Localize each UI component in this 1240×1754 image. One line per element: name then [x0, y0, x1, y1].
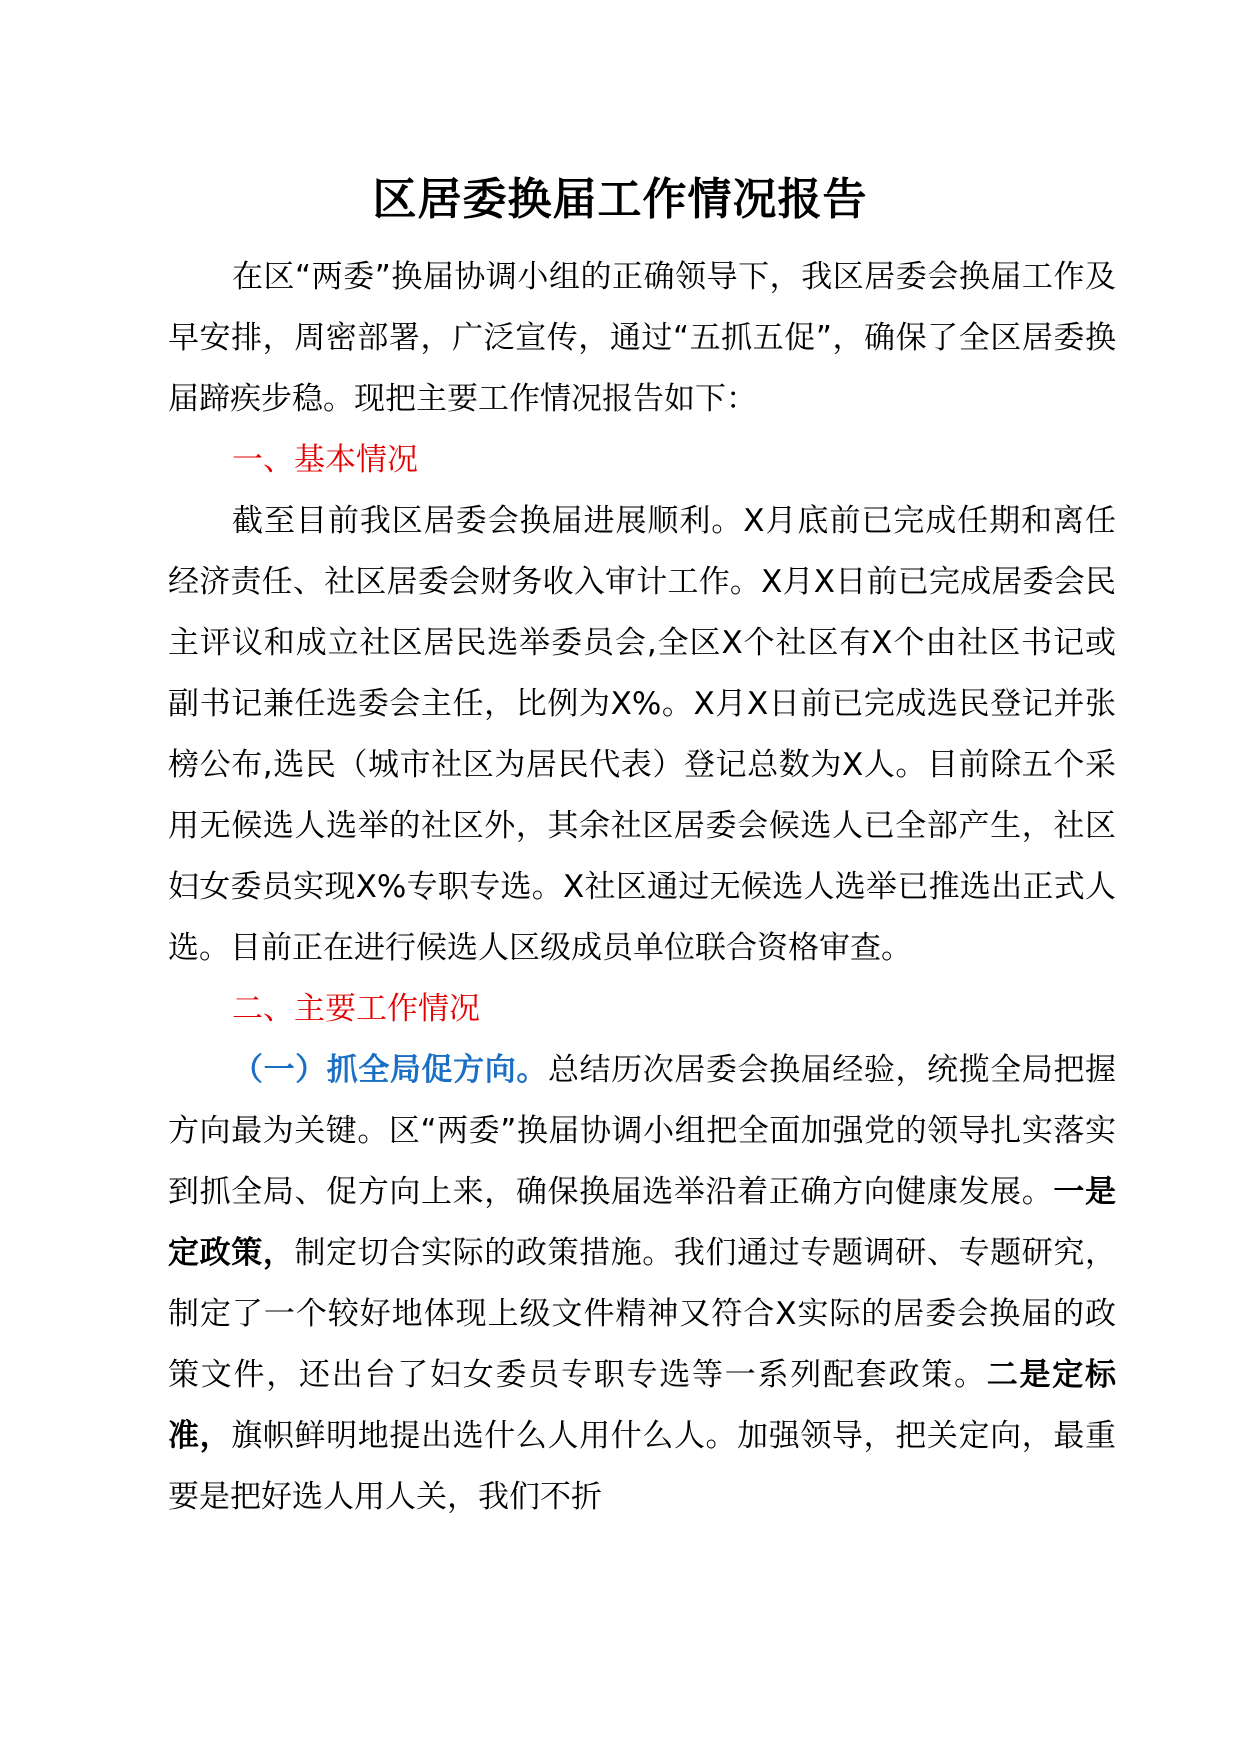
intro-paragraph: 在区“两委”换届协调小组的正确领导下，我区居委会换届工作及早安排，周密部署，广泛宣传，通过“五抓五促”，确保了全区居委换届蹄疾步稳。现把主要工作情况报告如下：	[168, 259, 1116, 417]
overall-direction-text: 总结历次居委会换届经验，统揽全局把握方向最为关键。区“两委”换届协调小组把全面加强党的领导扎实落实到抓全局、促方向上来，确保换届选举沿着正确方向健康发展。	[168, 1052, 1117, 1210]
point-one-label: 一是定政策，	[168, 1174, 1117, 1271]
subheading-overall-direction: （一）抓全局促方向。	[232, 1052, 548, 1088]
basic-situation-paragraph: 截至目前我区居委会换届进展顺利。X月底前已完成任期和离任经济责任、社区居委会财务收入审计工作。X月X日前已完成居委会民主评议和成立社区居民选举委员会,全区X个社区有X个由社区书记或副书记兼任选委会主任，比例为X%。X月X日前已完成选民登记并张榜公布,选民（城市社区为居民代表）登记总数为X人。目前除五个采用无候选人选举的社区外，其余社区居委会候选人已全部产生，社区妇女委员实现X%专职专选。X社区通过无候选人选举已推选出正式人选。目前正在进行候选人区级成员单位联合资格审查。	[168, 503, 1116, 966]
main-work-paragraph	[168, 1040, 1116, 1528]
document-title: 区居委换届工作情况报告	[372, 174, 868, 225]
document-body	[168, 247, 1116, 1528]
point-one-text: 制定切合实际的政策措施。我们通过专题调研、专题研究，制定了一个较好地体现上级文件精神又符合X实际的居委会换届的政策文件，还出台了妇女委员专职专选等一系列配套政策。	[168, 1235, 1116, 1393]
section-heading-basic: 一、基本情况	[232, 442, 418, 478]
section-heading-main-work: 二、主要工作情况	[232, 991, 480, 1027]
point-two-text: 旗帜鲜明地提出选什么人用什么人。加强领导，把关定向，最重要是把好选人用人关，我们不折	[168, 1418, 1117, 1515]
point-two-label: 二是定标准，	[168, 1357, 1116, 1454]
